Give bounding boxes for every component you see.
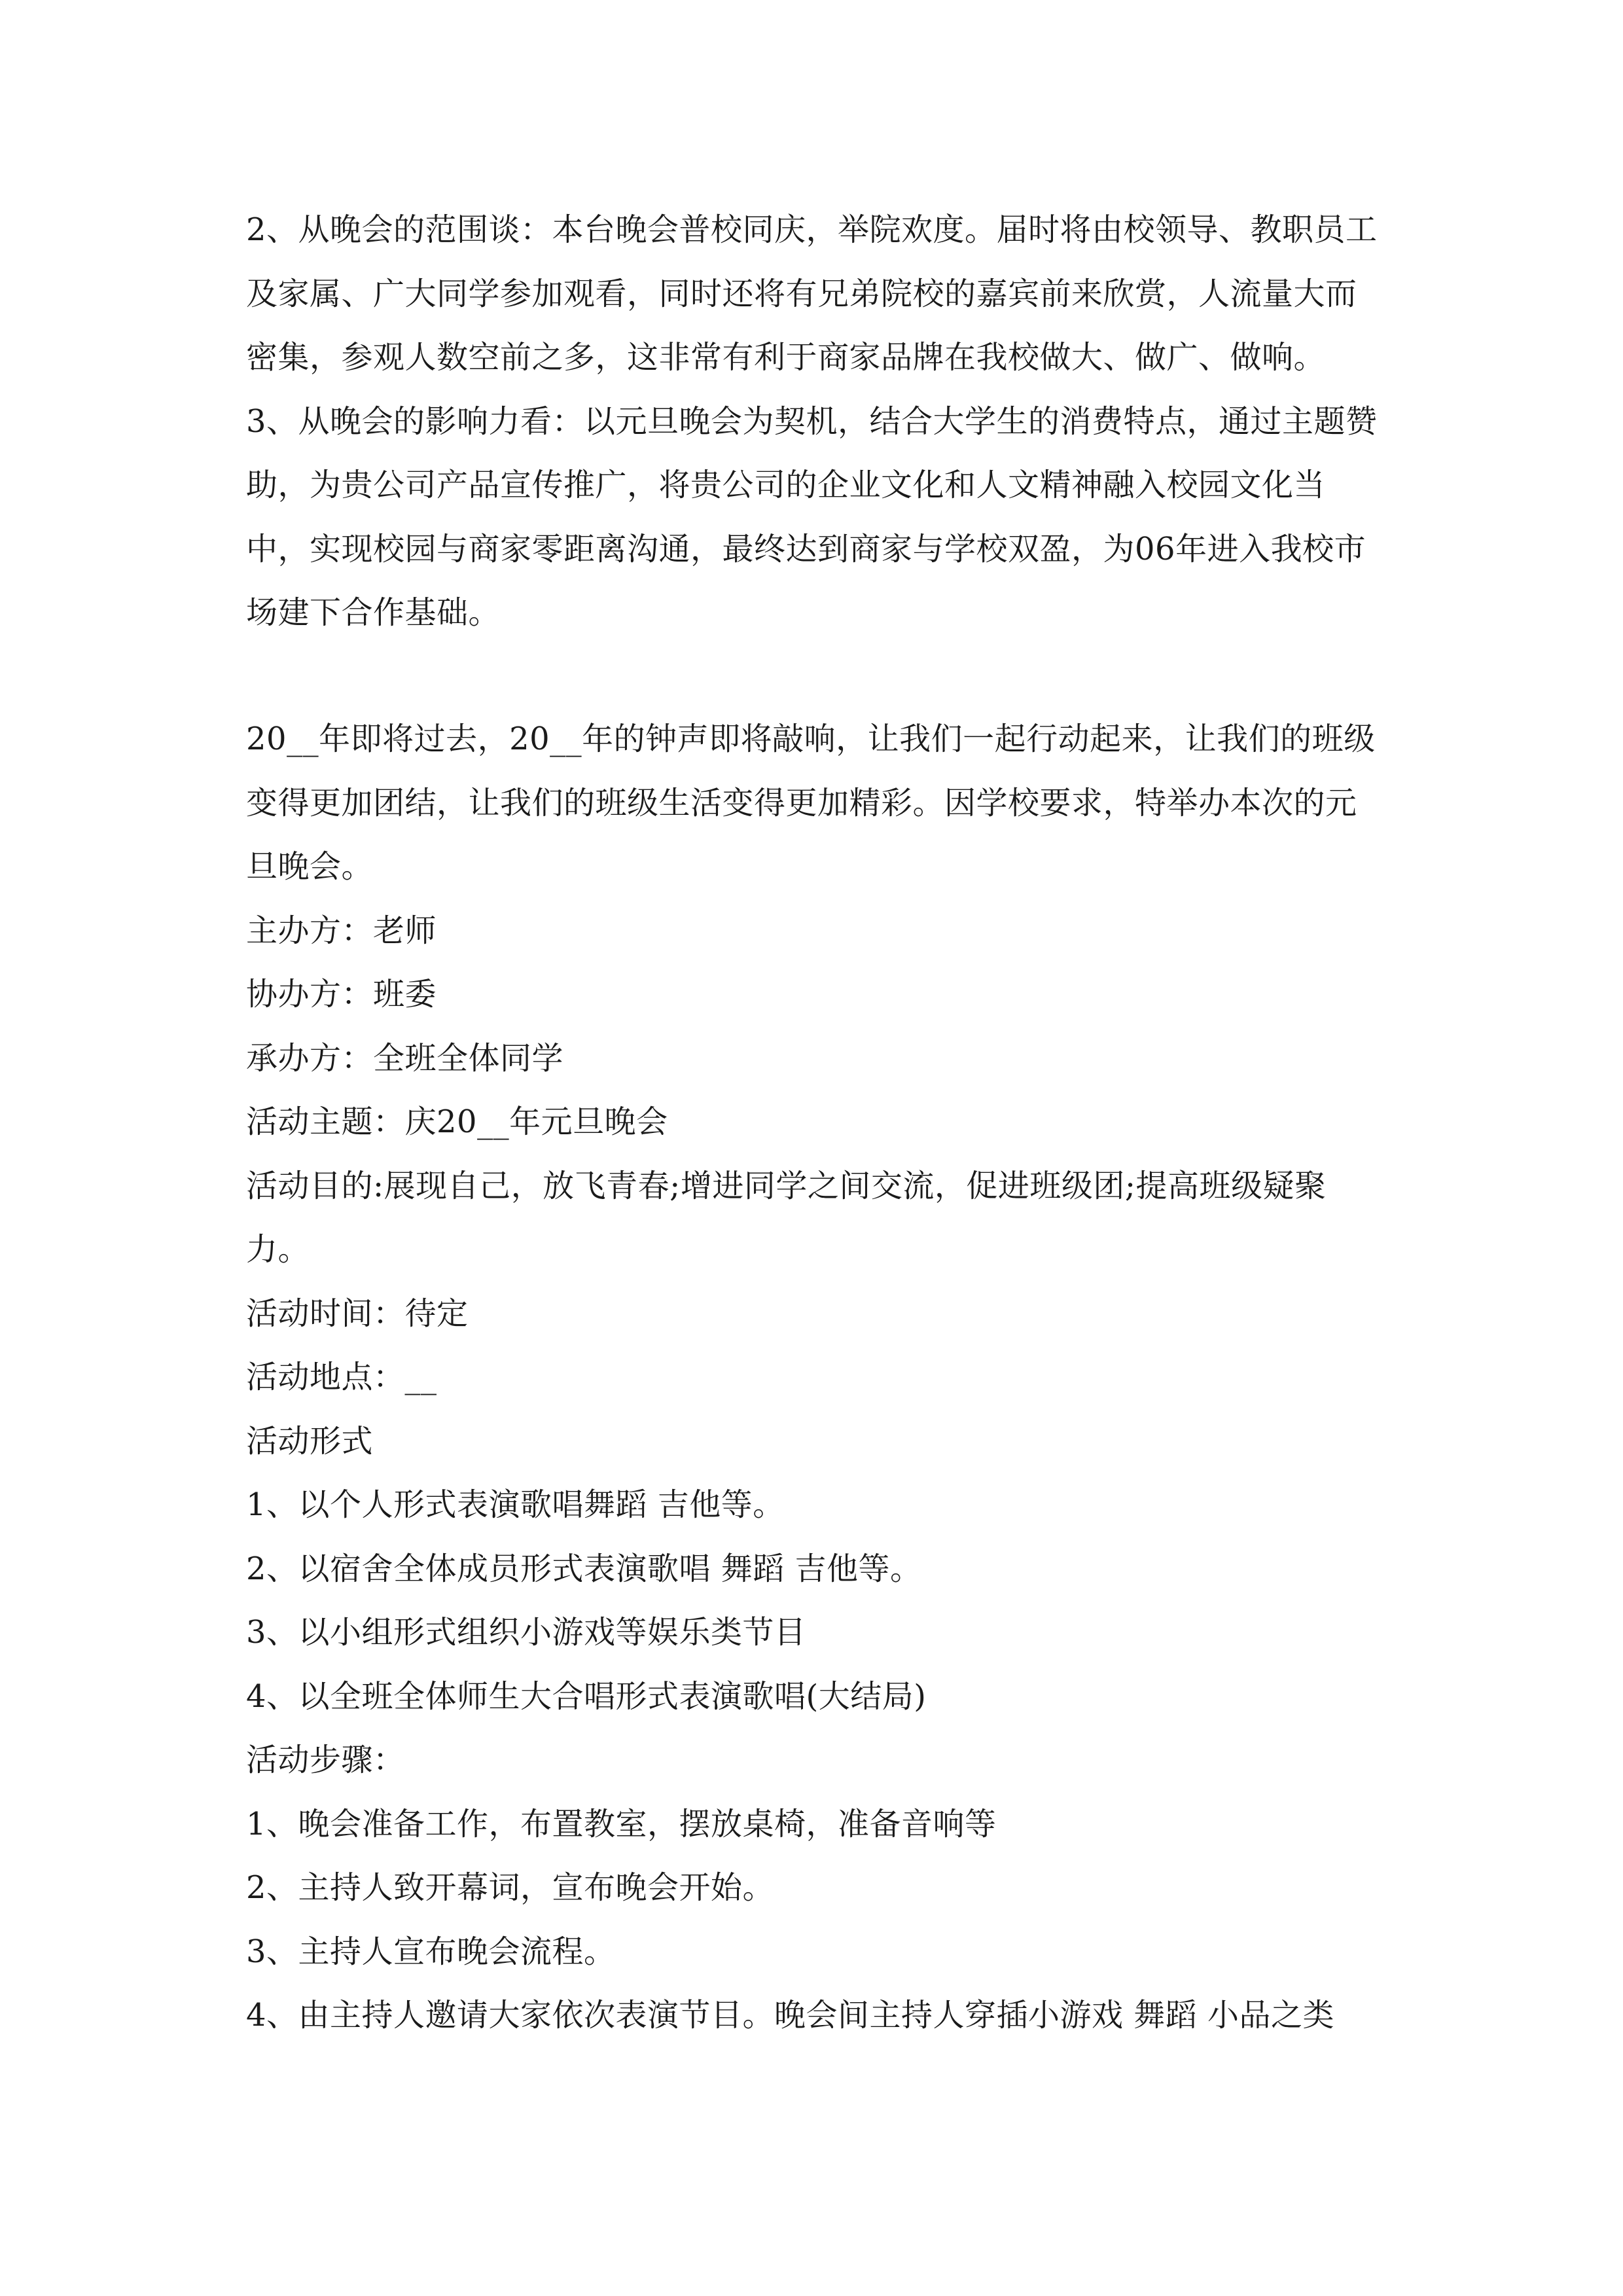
step-item-3: 3、主持人宣布晚会流程。 — [246, 1933, 616, 1970]
step-item-4: 4、由主持人邀请大家依次表演节目。晚会间主持人穿插小游戏 舞蹈 小品之类 — [246, 1997, 1335, 2034]
activity-format-heading: 活动形式 — [246, 1422, 374, 1460]
format-item-4: 4、以全班全体师生大合唱形式表演歌唱(大结局) — [246, 1677, 927, 1715]
sponsorship-benefits-section — [246, 198, 1385, 645]
activity-time-line: 活动时间：待定 — [246, 1295, 469, 1332]
activity-steps-heading: 活动步骤： — [246, 1742, 405, 1778]
paragraph-event-scope: 2、从晚会的范围谈：本台晚会普校同庆，举院欢度。届时将由校领导、教职员工及家属、广大同学参加观看，同时还将有兄弟院校的嘉宾前来欣赏，人流量大而密集，参观人数空前之多，这非常有利于商家品牌在我校做大、做广、做响。 — [246, 211, 1378, 376]
format-item-3: 3、以小组形式组织小游戏等娱乐类节目 — [246, 1614, 806, 1651]
step-item-1: 1、晚会准备工作，布置教室，摆放桌椅，准备音响等 — [246, 1805, 997, 1842]
class-party-plan-section — [246, 708, 1385, 2048]
paragraph-intro: 20__年即将过去，20__年的钟声即将敲响，让我们一起行动起来，让我们的班级变得更加团结，让我们的班级生活变得更加精彩。因学校要求，特举办本次的元旦晚会。 — [246, 721, 1376, 885]
paragraph-event-influence: 3、从晚会的影响力看：以元旦晚会为契机，结合大学生的消费特点，通过主题赞助，为贵公司产品宣传推广，将贵公司的企业文化和人文精神融入校园文化当中，实现校园与商家零距离沟通，最终达到商家与学校双盈，为06年进入我校市场建下合作基础。 — [246, 403, 1378, 631]
format-item-1: 1、以个人形式表演歌唱舞蹈 吉他等。 — [246, 1486, 785, 1523]
co-organizer-line: 协办方：班委 — [246, 976, 437, 1013]
activity-location-line: 活动地点：__ — [246, 1359, 437, 1395]
activity-theme-line: 活动主题：庆20__年元旦晚会 — [246, 1103, 668, 1140]
organizer-line: 主办方：老师 — [246, 912, 437, 949]
activity-purpose-line: 活动目的:展现自己，放飞青春;增进同学之间交流，促进班级团;提高班级疑聚力。 — [246, 1167, 1327, 1268]
format-item-2: 2、以宿舍全体成员形式表演歌唱 舞蹈 吉他等。 — [246, 1550, 922, 1587]
host-line: 承办方：全班全体同学 — [246, 1039, 564, 1077]
step-item-2: 2、主持人致开幕词，宣布晚会开始。 — [246, 1869, 775, 1906]
